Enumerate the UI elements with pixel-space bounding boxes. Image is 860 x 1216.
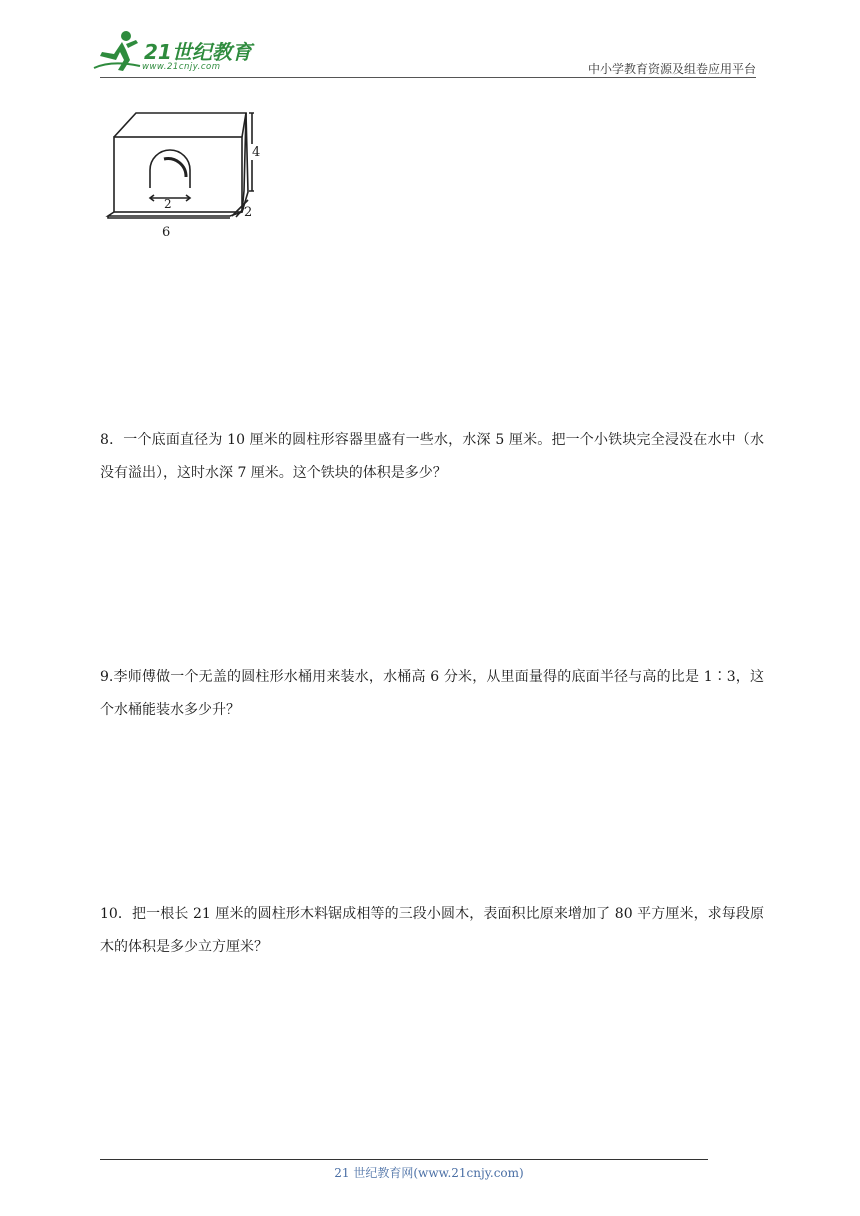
hole-diameter-label: 2 [164, 197, 172, 211]
height-label: 4 [252, 145, 261, 160]
question-10: 10．把一根长 21 厘米的圆柱形木料锯成相等的三段小圆木，表面积比原来增加了 80 平方厘米，求每段原木的体积是多少立方厘米？ [100, 906, 764, 955]
depth-label: 2 [244, 205, 253, 220]
site-logo [92, 30, 262, 78]
header-divider [100, 77, 756, 78]
footer-divider [100, 1159, 708, 1160]
logo-title: 21世纪教育 [144, 40, 252, 64]
question-9: 9.李师傅做一个无盖的圆柱形水桶用来装水，水桶高 6 分米，从里面量得的底面半径与高的比是 1∶3，这个水桶能装水多少升？ [100, 669, 764, 718]
box-with-hole-figure [104, 104, 274, 244]
page-footer [0, 1164, 860, 1181]
length-label: 6 [162, 225, 171, 240]
question-8: 8．一个底面直径为 10 厘米的圆柱形容器里盛有一些水，水深 5 厘米。把一个小铁块完全浸没在水中（水没有溢出），这时水深 7 厘米。这个铁块的体积是多少？ [100, 432, 764, 481]
runner-logo-icon [92, 30, 144, 74]
footer-text[interactable]: 21 世纪教育网(www.21cnjy.com) [334, 1166, 524, 1180]
logo-url: www.21cnjy.com [142, 62, 221, 72]
platform-title: 中小学教育资源及组卷应用平台 [587, 62, 756, 76]
page-header [0, 0, 860, 80]
